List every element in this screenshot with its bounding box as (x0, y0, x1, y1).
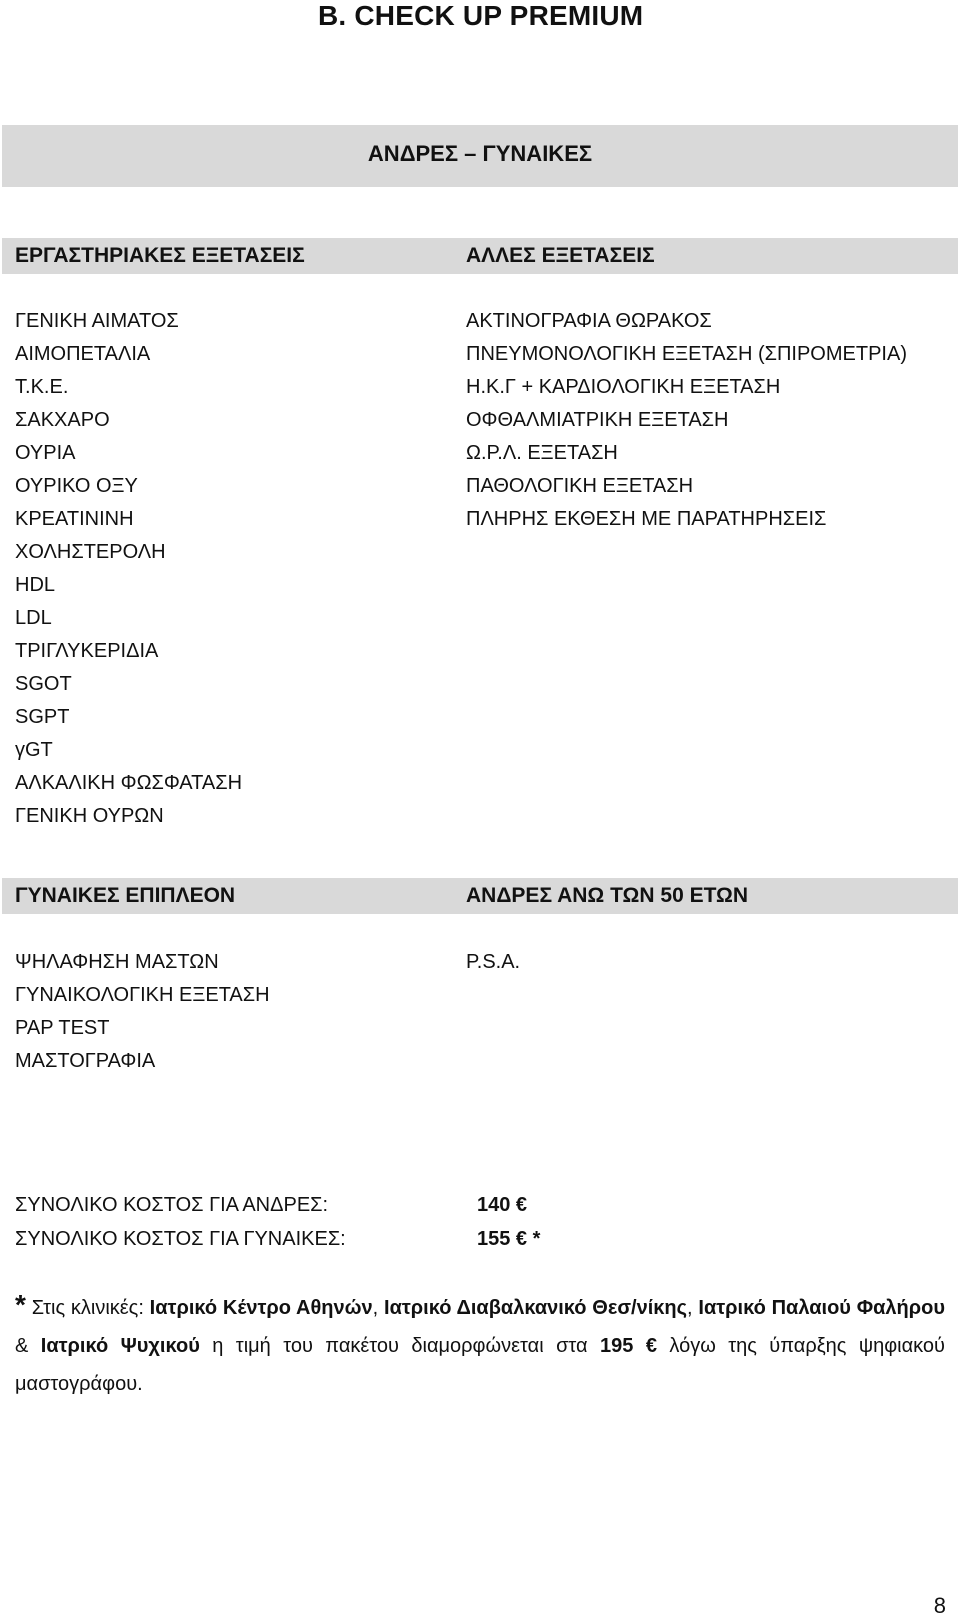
footnote-text: η τιμή του πακέτου διαμορφώνεται στα (199, 1335, 601, 1357)
footnote-text: , (372, 1297, 385, 1319)
list-item: ΟΥΡΙΑ (15, 442, 76, 464)
clinic-name: Ιατρικό Ψυχικού (40, 1335, 200, 1357)
women-extra-list (15, 946, 270, 1078)
cost-label: ΣΥΝΟΛΙΚΟ ΚΟΣΤΟΣ ΓΙΑ ΓΥΝΑΙΚΕΣ: (15, 1228, 346, 1250)
main-heading: ΑΝΔΡΕΣ – ΓΥΝΑΙΚΕΣ (367, 141, 593, 166)
cost-label: ΣΥΝΟΛΙΚΟ ΚΟΣΤΟΣ ΓΙΑ ΑΝΔΡΕΣ: (15, 1194, 329, 1216)
cost-value: 155 € * (477, 1228, 541, 1250)
clinic-name: Ιατρικό Διαβαλκανικό Θεσ/νίκης (384, 1297, 688, 1319)
lab-tests-heading: ΕΡΓΑΣΤΗΡΙΑΚΕΣ ΕΞΕΤΑΣΕΙΣ (2, 238, 454, 274)
other-tests-list (466, 305, 907, 536)
clinic-name: Ιατρικό Κέντρο Αθηνών (149, 1297, 373, 1319)
footnote-text: , (687, 1297, 699, 1319)
list-item: ΜΑΣΤΟΓΡΑΦΙΑ (15, 1050, 156, 1072)
list-item: ΓΥΝΑΙΚΟΛΟΓΙΚΗ ΕΞΕΤΑΣΗ (15, 984, 270, 1006)
footnote-star: * (15, 1289, 26, 1320)
list-item: ΑΚΤΙΝΟΓΡΑΦΙΑ ΘΩΡΑΚΟΣ (466, 310, 712, 332)
list-item: PAP TEST (15, 1017, 110, 1039)
list-item: γGT (15, 739, 53, 761)
list-item: ΚΡΕΑΤΙΝΙΝΗ (15, 508, 134, 530)
list-item: SGOT (15, 673, 72, 695)
men-over-50-list (466, 946, 520, 979)
footnote-text: λόγω της ύπαρξης ψηφιακού μαστογράφου. (15, 1335, 945, 1395)
cost-value: 140 € (477, 1194, 528, 1216)
cost-row-men (15, 1189, 527, 1222)
clinic-name: Ιατρικό Παλαιού Φαλήρου (698, 1297, 945, 1319)
footnote-text: & (15, 1335, 41, 1357)
list-item: ΑΛΚΑΛΙΚΗ ΦΩΣΦΑΤΑΣΗ (15, 772, 243, 794)
list-item: ΧΟΛΗΣΤΕΡΟΛΗ (15, 541, 166, 563)
list-item: SGPT (15, 706, 70, 728)
list-item: P.S.A. (466, 951, 521, 973)
other-tests-heading: ΑΛΛΕΣ ΕΞΕΤΑΣΕΙΣ (454, 238, 958, 274)
cost-row-women (15, 1223, 540, 1256)
list-item: ΑΙΜΟΠΕΤΑΛΙΑ (15, 343, 151, 365)
list-item: ΓΕΝΙΚΗ ΟΥΡΩΝ (15, 805, 164, 827)
list-item: HDL (15, 574, 56, 596)
list-item: ΠΝΕΥΜΟΝΟΛΟΓΙΚΗ ΕΞΕΤΑΣΗ (ΣΠΙΡΟΜΕΤΡΙΑ) (466, 343, 907, 365)
list-item: ΓΕΝΙΚΗ ΑΙΜΑΤΟΣ (15, 310, 179, 332)
main-heading-bar (2, 125, 958, 187)
price-value: 195 € (600, 1335, 657, 1357)
list-item: ΟΥΡΙΚΟ ΟΞΥ (15, 475, 138, 497)
women-extra-heading: ΓΥΝΑΙΚΕΣ ΕΠΙΠΛΕΟΝ (2, 878, 454, 914)
list-item: Τ.Κ.Ε. (15, 376, 69, 398)
list-item: ΨΗΛΑΦΗΣΗ ΜΑΣΤΩΝ (15, 951, 219, 973)
page-number: 8 (933, 1593, 946, 1618)
list-item: LDL (15, 607, 52, 629)
list-item: Ω.Ρ.Λ. ΕΞΕΤΑΣΗ (466, 442, 618, 464)
footnote-text: Στις κλινικές: (25, 1297, 150, 1319)
list-item: ΠΛΗΡΗΣ ΕΚΘΕΣΗ ΜΕ ΠΑΡΑΤΗΡΗΣΕΙΣ (466, 508, 827, 530)
men-over-50-heading: ΑΝΔΡΕΣ ΑΝΩ ΤΩΝ 50 ΕΤΩΝ (454, 878, 958, 914)
footnote (15, 1286, 945, 1403)
list-item: ΠΑΘΟΛΟΓΙΚΗ ΕΞΕΤΑΣΗ (466, 475, 694, 497)
list-item: Η.Κ.Γ + ΚΑΡΔΙΟΛΟΓΙΚΗ ΕΞΕΤΑΣΗ (466, 376, 781, 398)
lab-tests-list (15, 305, 242, 833)
list-item: ΣΑΚΧΑΡΟ (15, 409, 110, 431)
list-item: ΟΦΘΑΛΜΙΑΤΡΙΚΗ ΕΞΕΤΑΣΗ (466, 409, 729, 431)
page-title: B. CHECK UP PREMIUM (318, 0, 644, 31)
list-item: ΤΡΙΓΛΥΚΕΡΙΔΙΑ (15, 640, 159, 662)
